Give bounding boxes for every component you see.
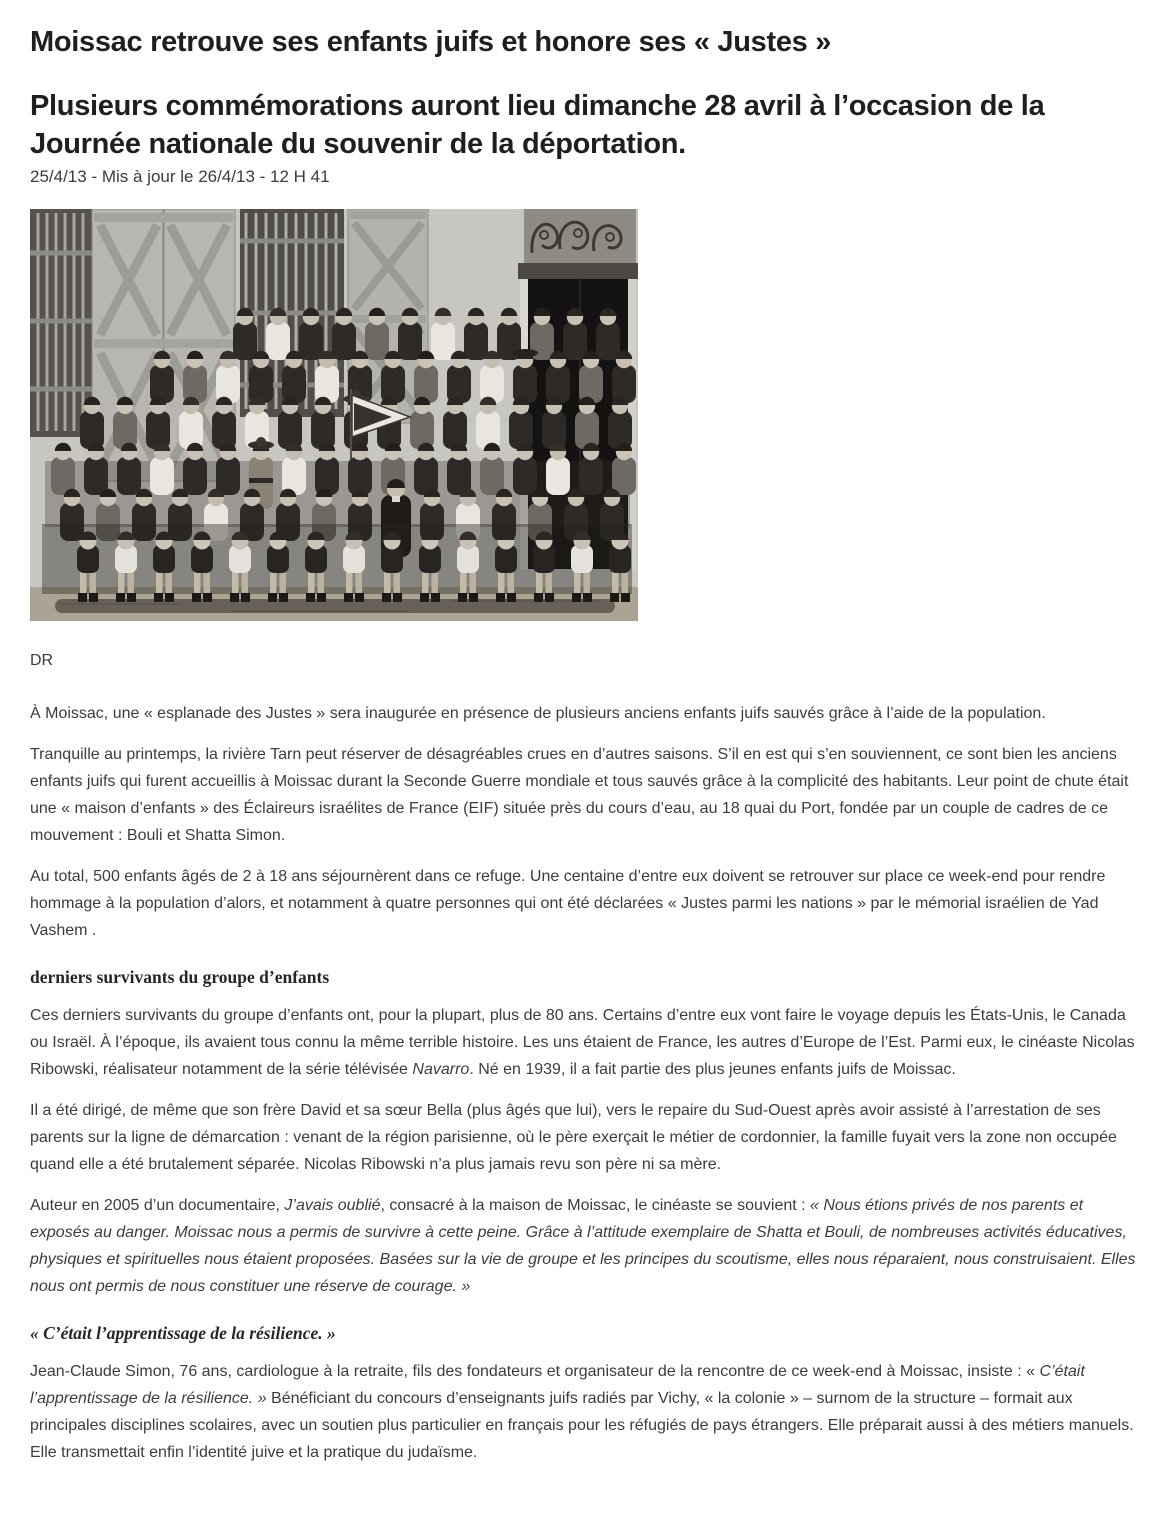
article-subtitle: Plusieurs commémorations auront lieu dimanche 28 avril à l’occasion de la Journée nationale du souvenir de la déportation. [30,90,1045,160]
article-dateline: 25/4/13 - Mis à jour le 26/4/13 - 12 H 41 [30,167,330,186]
photo-left-grille [30,209,92,437]
paragraph-jean-claude-simon: Jean-Claude Simon, 76 ans, cardiologue à la retraite, fils des fondateurs et organisateur de la rencontre de ce week-end à Moissac, insiste : « C’était l’apprentissage de la résilience. » Bénéficiant du concours d’enseignants juifs radiés par Vichy, « la colonie » – surnom de la structure – formait aux principales disciplines scolaires, avec un soutien plus particulier en français pour les réfugiés de pays étrangers. Elle préparait aussi à des métiers manuels. Elle transmettait enfin l’identité juive et la pratique du judaïsme. [30,1363,1134,1461]
paragraph-esplanade: À Moissac, une « esplanade des Justes » sera inaugurée en présence de plusieurs anciens enfants juifs sauvés grâce à l’aide de la population. [30,705,1046,722]
article-photo [30,209,1140,621]
paragraph-documentaire: Auteur en 2005 d’un documentaire, J’avais oublié, consacré à la maison de Moissac, le cinéaste se souvient : « Nous étions privés de nos parents et exposés au danger. Moissac nous a permis de survivre à cette peine. Grâce à l’attitude exemplaire de Shatta et Bouli, de nombreuses activités éducatives, physiques et spirituelles nous étaient proposées. Basées sur la vie de groupe et les principes du scoutisme, elles nous réparaient, nous construisaient. Elles nous ont permis de nous constituer une réserve de courage. » [30,1197,1136,1295]
photo-credit: DR [30,652,54,669]
paragraph-ribowski: Il a été dirigé, de même que son frère David et sa sœur Bella (plus âgés que lui), vers le repaire du Sud-Ouest après avoir assisté à l’arrestation de ses parents sur la ligne de démarcation : venant de la région parisienne, où le père exerçait le métier de cordonnier, la famille fuyait vers la zone non occupée quand elle a été brutalement séparée. Nicolas Ribowski n’a plus jamais revu son père ni sa mère. [30,1102,1117,1173]
paragraph-500-enfants: Au total, 500 enfants âgés de 2 à 18 ans séjournèrent dans ce refuge. Une centaine d’entre eux doivent se retrouver sur place ce week-end pour rendre hommage à la population d’alors, et notamment à quatre personnes qui ont été déclarées « Justes parmi les nations » par le mémorial israélien de Yad Vashem . [30,868,1106,939]
group-photo-illustration [30,209,638,621]
paragraph-tarn: Tranquille au printemps, la rivière Tarn peut réserver de désagréables crues en d’autres saisons. S’il en est qui s’en souviennent, ce sont bien les anciens enfants juifs qui furent accueillis à Moissac durant la Seconde Guerre mondiale et tous sauvés grâce à la complicité des habitants. Leur point de chute était une « maison d’enfants » des Éclaireurs israélites de France (EIF) située près du cours d’eau, au 18 quai du Port, fondée par un couple de cadres de ce mouvement : Bouli et Shatta Simon. [30,746,1129,844]
crosshead-resilience: « C’était l’apprentissage de la résilience. » [30,1323,336,1343]
crosshead-survivants: derniers survivants du groupe d’enfants [30,967,330,987]
article-title: Moissac retrouve ses enfants juifs et honore ses « Justes » [30,26,832,58]
paragraph-survivants: Ces derniers survivants du groupe d’enfants ont, pour la plupart, plus de 80 ans. Certains d’entre eux vont faire le voyage depuis les États-Unis, le Canada ou Israël. À l’époque, ils avaient tous connu la même terrible histoire. Les uns étaient de France, les autres d’Europe de l’Est. Parmi eux, le cinéaste Nicolas Ribowski, réalisateur notamment de la série télévisée Navarro. Né en 1939, il a fait partie des plus jeunes enfants juifs de Moissac. [30,1007,1135,1078]
